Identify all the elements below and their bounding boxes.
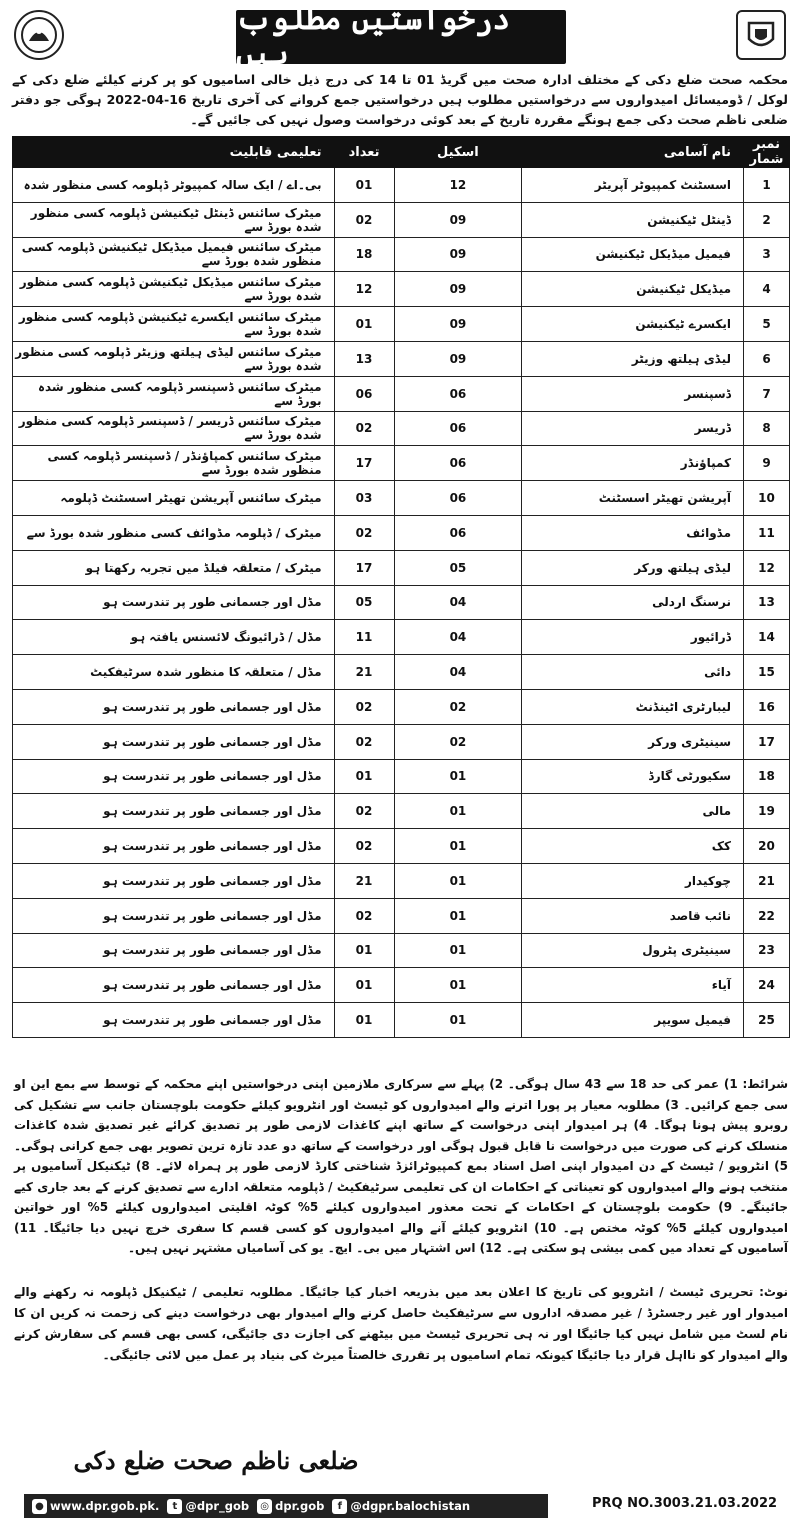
cell-scale: 02 (394, 724, 522, 759)
cell-post-name: اسسٹنٹ کمپیوٹر آپریٹر (522, 168, 744, 203)
cell-post-name: ڈرائیور (522, 620, 744, 655)
cell-post-name: کک (522, 829, 744, 864)
table-row (13, 550, 790, 585)
cell-scale: 06 (394, 446, 522, 481)
cell-post-name: ڈریسر (522, 411, 744, 446)
cell-qualification: میٹرک سائنس کمپاؤنڈر / ڈسپنسر ڈپلومہ کسی منظور شدہ بورڈ سے (13, 446, 335, 481)
cell-serial: 16 (744, 689, 790, 724)
cell-serial: 23 (744, 933, 790, 968)
cell-quantity: 01 (334, 968, 394, 1003)
cell-serial: 5 (744, 307, 790, 342)
cell-serial: 18 (744, 759, 790, 794)
table-row (13, 829, 790, 864)
cell-quantity: 05 (334, 585, 394, 620)
header-post-name: نام آسامی (522, 137, 744, 168)
cell-serial: 13 (744, 585, 790, 620)
table-body (13, 168, 790, 1038)
cell-post-name: فیمیل میڈیکل ٹیکنیشن (522, 237, 744, 272)
note-paragraph: نوٹ: تحریری ٹیسٹ / انٹرویو کی تاریخ کا اعلان بعد میں بذریعہ اخبار کیا جائیگا۔ مطلوبہ تعلیمی / ٹیکنیکل ڈپلومہ نہ رکھنے والے امیدوار اور غیر رجسٹرڈ / غیر مصدقہ اداروں سے سرٹیفکیٹ حاصل کرنے والے امیدوار بھی درخواست دینے کی زحمت نہ کریں ان کا نام لسٹ میں شامل نہیں کیا جائیگا اور نہ ہی تحریری ٹیسٹ میں بیٹھنے کی اجازت دی جائیگی، کسی بھی قسم کی سفارش کرنے والے امیدوار کو نااہل قرار دیا جائیگا کیونکہ تمام اسامیوں پر تقرری خالصتاً میرٹ کی بنیاد پر عمل میں لائی جائیگی۔ (14, 1285, 788, 1362)
cell-qualification: مڈل اور جسمانی طور پر تندرست ہو (13, 829, 335, 864)
cell-qualification: مڈل اور جسمانی طور پر تندرست ہو (13, 794, 335, 829)
cell-serial: 10 (744, 481, 790, 516)
header-serial: نمبر شمار (744, 137, 790, 168)
cell-quantity: 02 (334, 202, 394, 237)
cell-quantity: 02 (334, 794, 394, 829)
cell-scale: 12 (394, 168, 522, 203)
cell-serial: 1 (744, 168, 790, 203)
cell-scale: 04 (394, 655, 522, 690)
cell-serial: 2 (744, 202, 790, 237)
cell-scale: 06 (394, 481, 522, 516)
table-row (13, 376, 790, 411)
cell-quantity: 02 (334, 829, 394, 864)
cell-scale: 01 (394, 794, 522, 829)
cell-post-name: آیاء (522, 968, 744, 1003)
cell-qualification: مڈل / متعلقہ کا منظور شدہ سرٹیفکیٹ (13, 655, 335, 690)
cell-quantity: 06 (334, 376, 394, 411)
vacancies-table (12, 136, 790, 1038)
cell-quantity: 01 (334, 307, 394, 342)
cell-qualification: میٹرک / متعلقہ فیلڈ میں تجربہ رکھتا ہو (13, 550, 335, 585)
cell-quantity: 01 (334, 168, 394, 203)
cell-quantity: 01 (334, 759, 394, 794)
table-row (13, 411, 790, 446)
instagram-text: dpr.gob (275, 1499, 325, 1513)
cell-quantity: 13 (334, 341, 394, 376)
header-qualification: تعلیمی قابلیت (13, 137, 335, 168)
cell-quantity: 02 (334, 515, 394, 550)
table-row (13, 585, 790, 620)
cell-post-name: کمپاؤنڈر (522, 446, 744, 481)
cell-quantity: 21 (334, 655, 394, 690)
table-row (13, 933, 790, 968)
table-row (13, 202, 790, 237)
cell-post-name: مڈوائف (522, 515, 744, 550)
cell-scale: 04 (394, 620, 522, 655)
cell-post-name: آپریشن تھیٹر اسسٹنٹ (522, 481, 744, 516)
cell-post-name: ڈینٹل ٹیکنیشن (522, 202, 744, 237)
table-header-row (13, 137, 790, 168)
cell-post-name: ڈسپنسر (522, 376, 744, 411)
cell-serial: 4 (744, 272, 790, 307)
table-row (13, 759, 790, 794)
cell-serial: 12 (744, 550, 790, 585)
cell-post-name: فیمیل سویپر (522, 1003, 744, 1038)
cell-quantity: 02 (334, 689, 394, 724)
intro-paragraph: محکمہ صحت ضلع دکی کے مختلف ادارہ صحت میں گریڈ 01 تا 14 کی درج ذیل خالی اسامیوں کو پر کرنے کیلئے ضلع دکی کے لوکل / ڈومیسائل امیدواروں سے درخواستیں مطلوب ہیں درخواستیں جمع کروانے کی آخری تاریخ 16-04-2022 ہوگی جو دفتر ضلعی ناظم صحت دکی جمع ہونگے مقررہ تاریخ کے بعد کوئی درخواست وصول نہیں کی جائیں گے۔ (12, 72, 789, 127)
signature-district-health-officer: ضلعی ناظم صحت ضلع دکی (73, 1446, 359, 1475)
table-row (13, 655, 790, 690)
cell-serial: 17 (744, 724, 790, 759)
table-row (13, 515, 790, 550)
cell-scale: 05 (394, 550, 522, 585)
advertisement-page (6, 2, 794, 1519)
cell-qualification: میٹرک سائنس ڈسپنسر ڈپلومہ کسی منظور شدہ بورڈ سے (13, 376, 335, 411)
cell-scale: 09 (394, 237, 522, 272)
cell-qualification: بی۔اے / ایک سالہ کمپیوٹر ڈپلومہ کسی منظور شدہ (13, 168, 335, 203)
cell-scale: 06 (394, 411, 522, 446)
cell-scale: 01 (394, 863, 522, 898)
header (6, 2, 794, 72)
cell-qualification: میٹرک سائنس میڈیکل ٹیکنیشن ڈپلومہ کسی منظور شدہ بورڈ سے (13, 272, 335, 307)
footer-website[interactable] (32, 1499, 159, 1514)
cell-qualification: مڈل / ڈرائیونگ لائسنس یافتہ ہو (13, 620, 335, 655)
cell-scale: 09 (394, 307, 522, 342)
cell-qualification: میٹرک / ڈپلومہ مڈوائف کسی منظور شدہ بورڈ سے (13, 515, 335, 550)
table-row (13, 1003, 790, 1038)
facebook-text: @dgpr.balochistan (350, 1499, 471, 1513)
cell-scale: 09 (394, 202, 522, 237)
header-quantity: تعداد (334, 137, 394, 168)
cell-quantity: 01 (334, 933, 394, 968)
cell-quantity: 12 (334, 272, 394, 307)
cell-qualification: مڈل اور جسمانی طور پر تندرست ہو (13, 585, 335, 620)
globe-icon: ● (32, 1499, 47, 1514)
cell-post-name: سینیٹری ورکر (522, 724, 744, 759)
cell-post-name: مالی (522, 794, 744, 829)
cell-post-name: دائی (522, 655, 744, 690)
cell-qualification: میٹرک سائنس فیمیل میڈیکل ٹیکنیشن ڈپلومہ کسی منظور شدہ بورڈ سے (13, 237, 335, 272)
website-text: www.dpr.gob.pk. (50, 1499, 160, 1513)
cell-serial: 21 (744, 863, 790, 898)
cell-qualification: میٹرک سائنس ایکسرے ٹیکنیشن ڈپلومہ کسی منظور شدہ بورڈ سے (13, 307, 335, 342)
table-row (13, 237, 790, 272)
cell-scale: 01 (394, 968, 522, 1003)
cell-post-name: سکیورٹی گارڈ (522, 759, 744, 794)
cell-serial: 7 (744, 376, 790, 411)
cell-serial: 8 (744, 411, 790, 446)
cell-post-name: نائب قاصد (522, 898, 744, 933)
cell-scale: 01 (394, 759, 522, 794)
cell-scale: 09 (394, 272, 522, 307)
cell-serial: 6 (744, 341, 790, 376)
cell-scale: 01 (394, 933, 522, 968)
cell-qualification: مڈل اور جسمانی طور پر تندرست ہو (13, 759, 335, 794)
cell-qualification: مڈل اور جسمانی طور پر تندرست ہو (13, 933, 335, 968)
table-row (13, 341, 790, 376)
cell-post-name: سینیٹری پٹرول (522, 933, 744, 968)
page-title: درخواستیں مطلوب ہیں (236, 10, 566, 64)
cell-quantity: 11 (334, 620, 394, 655)
footer-social-bar (24, 1494, 548, 1518)
table-row (13, 481, 790, 516)
table-row (13, 794, 790, 829)
cell-qualification: مڈل اور جسمانی طور پر تندرست ہو (13, 968, 335, 1003)
cell-serial: 19 (744, 794, 790, 829)
cell-quantity: 02 (334, 411, 394, 446)
table-row (13, 724, 790, 759)
cell-scale: 02 (394, 689, 522, 724)
footer-facebook[interactable] (332, 1499, 470, 1514)
cell-serial: 15 (744, 655, 790, 690)
cell-post-name: میڈیکل ٹیکنیشن (522, 272, 744, 307)
table-row (13, 968, 790, 1003)
table-row (13, 272, 790, 307)
cell-scale: 01 (394, 829, 522, 864)
facebook-icon: f (332, 1499, 347, 1514)
table-row (13, 620, 790, 655)
cell-scale: 06 (394, 376, 522, 411)
cell-post-name: لیبارٹری اٹینڈنٹ (522, 689, 744, 724)
twitter-icon: t (167, 1499, 182, 1514)
cell-qualification: میٹرک سائنس ڈریسر / ڈسپنسر ڈپلومہ کسی منظور شدہ بورڈ سے (13, 411, 335, 446)
cell-post-name: لیڈی ہیلتھ وزیٹر (522, 341, 744, 376)
cell-serial: 25 (744, 1003, 790, 1038)
cell-scale: 01 (394, 898, 522, 933)
header-scale: اسکیل (394, 137, 522, 168)
table-row (13, 689, 790, 724)
cell-qualification: مڈل اور جسمانی طور پر تندرست ہو (13, 863, 335, 898)
table-row (13, 898, 790, 933)
cell-quantity: 01 (334, 1003, 394, 1038)
government-seal-icon (741, 15, 781, 55)
cell-serial: 14 (744, 620, 790, 655)
cell-serial: 20 (744, 829, 790, 864)
cell-scale: 01 (394, 1003, 522, 1038)
table-row (13, 168, 790, 203)
cell-qualification: میٹرک سائنس آپریشن تھیٹر اسسٹنٹ ڈپلومہ (13, 481, 335, 516)
cell-serial: 11 (744, 515, 790, 550)
cell-serial: 24 (744, 968, 790, 1003)
cell-quantity: 03 (334, 481, 394, 516)
conditions-paragraph: شرائط: 1) عمر کی حد 18 سے 43 سال ہوگی۔ 2) پہلے سے سرکاری ملازمین اپنی درخواستیں اپنے محکمہ کے توسط سے بمع این او سی جمع کرائیں۔ 3) مطلوبہ معیار پر پورا اترنے والے امیدواروں کو ٹیسٹ اور انٹرویو کیلئے حکومت بلوچستان جانب سے تشکیل کی روبرو پیش ہونا ہوگا۔ 4) ہر امیدوار اپنی درخواست کے ساتھ اپنے کاغذات لازمی طور پر تصدیق کرائے غیر تصدیق شدہ کاغذات منسلک کرنے کی صورت میں درخواست نا قابل قبول ہوگی اور درخواست کے ساتھ دو عدد تازہ ترین تصویر بھی جمع کرانی ہوگی۔ 5) انٹرویو / ٹیسٹ کے دن امیدوار اپنی اصل اسناد بمع کمپیوٹرائزڈ شناختی کارڈ لازمی طور پر ہمراہ لائے۔ 8) ٹیکنیکل آسامیوں پر منتخب ہونے والے امیدواروں کو تعیناتی کے احکامات ان کی تعلیمی سرٹیفکیٹ / ڈپلومہ متعلقہ ادارے سے تصدیق کرنے کے بعد جاری کیے جائینگے۔ 9) حکومت بلوچستان کے احکامات کے تحت معذور امیدواروں کیلئے 5% کوٹہ اقلیتی امیدواروں کیلئے 5% اور خواتین امیدواروں کیلئے 5% کوٹہ مختص ہے۔ 10) انٹرویو کیلئے آنے والے امیدواروں کو کسی قسم کا سفری خرچ نہیں دیا جائیگا۔ 11) آسامیوں کے تعداد میں کمی بیشی ہو سکتی ہے۔ 12) اس اشتہار میں بی۔ ایچ۔ یو کی آسامیاں مشتہر نہیں ہیں۔ (14, 1077, 789, 1255)
footer-instagram[interactable] (257, 1499, 324, 1514)
cell-qualification: مڈل اور جسمانی طور پر تندرست ہو (13, 724, 335, 759)
instagram-icon: ◎ (257, 1499, 272, 1514)
cell-qualification: مڈل اور جسمانی طور پر تندرست ہو (13, 1003, 335, 1038)
table-row (13, 863, 790, 898)
health-department-logo (14, 10, 64, 60)
cell-scale: 06 (394, 515, 522, 550)
cell-post-name: لیڈی ہیلتھ ورکر (522, 550, 744, 585)
cell-qualification: میٹرک سائنس لیڈی ہیلتھ وزیٹر ڈپلومہ کسی منظور شدہ بورڈ سے (13, 341, 335, 376)
cell-scale: 04 (394, 585, 522, 620)
cell-serial: 22 (744, 898, 790, 933)
cell-post-name: نرسنگ اردلی (522, 585, 744, 620)
cell-scale: 09 (394, 341, 522, 376)
cell-qualification: مڈل اور جسمانی طور پر تندرست ہو (13, 689, 335, 724)
twitter-text: @dpr_gob (185, 1499, 250, 1513)
cell-quantity: 02 (334, 898, 394, 933)
cell-serial: 9 (744, 446, 790, 481)
table-row (13, 446, 790, 481)
cell-quantity: 21 (334, 863, 394, 898)
cell-serial: 3 (744, 237, 790, 272)
prq-number: PRQ NO.3003.21.03.2022 (592, 1496, 778, 1511)
cell-qualification: میٹرک سائنس ڈینٹل ٹیکنیشن ڈپلومہ کسی منظور شدہ بورڈ سے (13, 202, 335, 237)
balochistan-govt-logo (736, 10, 786, 60)
cell-post-name: چوکیدار (522, 863, 744, 898)
emblem-icon (19, 15, 59, 55)
cell-quantity: 18 (334, 237, 394, 272)
table-row (13, 307, 790, 342)
cell-quantity: 02 (334, 724, 394, 759)
cell-quantity: 17 (334, 550, 394, 585)
cell-post-name: ایکسرے ٹیکنیشن (522, 307, 744, 342)
cell-qualification: مڈل اور جسمانی طور پر تندرست ہو (13, 898, 335, 933)
footer-twitter[interactable] (167, 1499, 249, 1514)
cell-quantity: 17 (334, 446, 394, 481)
